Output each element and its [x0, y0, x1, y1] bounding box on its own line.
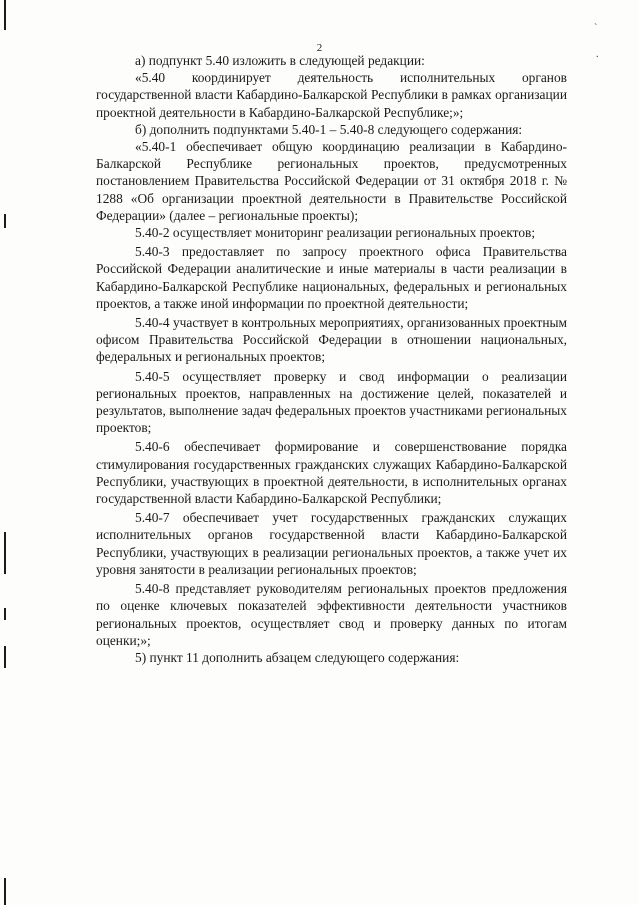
paragraph-point-5: 5) пункт 11 дополнить абзацем следующего содержания:	[135, 649, 460, 665]
paragraph-5-40-7: 5.40-7 обеспечивает учет государственных гражданских служащих исполнительных органов государственной власти Кабардино-Балкарской Республики, участвующих в реализации региональных проектов, а также учет их уровня занятости в реализации региональных проектов;	[96, 510, 567, 577]
paragraph-subpoint-b: б) дополнить подпунктами 5.40-1 – 5.40-8 следующего содержания:	[135, 121, 523, 137]
paragraph-5-40-1: «5.40-1 обеспечивает общую координацию реализации в Кабардино-Балкарской Республике региональных проектов, предусмотренных постановлением Правительства Российской Федерации от 31 октября 2018 г. № 1288 «Об организации проектной деятельности в Правительстве Российской Федерации» (далее – региональные проекты);	[96, 139, 567, 223]
paragraph-5-40-4: 5.40-4 участвует в контрольных мероприятиях, организованных проектным офисом Правительства Российской Федерации в отношении национальных, федеральных и региональных проектов;	[96, 315, 567, 365]
document-body	[96, 52, 567, 666]
scan-edge-mark-bottom	[4, 878, 6, 905]
paragraph-5-40-5: 5.40-5 осуществляет проверку и свод информации о реализации региональных проектов, направленных на достижение целей, показателей и результатов, выполнение задач федеральных проектов участниками региональных проектов;	[96, 368, 567, 436]
paragraph-5-40-6: 5.40-6 обеспечивает формирование и совершенствование порядка стимулирования государственных гражданских служащих Кабардино-Балкарской Республики, участвующих в проектной деятельности, в исполнительных органах государственной власти Кабардино-Балкарской Республики;	[96, 439, 567, 507]
paragraph-5-40-3: 5.40-3 предоставляет по запросу проектного офиса Правительства Российской Федерации аналитические и иные материалы в части реализации в Кабардино-Балкарской Республике национальных, федеральных и региональных проектов, а также иной информации по проектной деятельности;	[96, 244, 567, 311]
paragraph-5-40-8: 5.40-8 представляет руководителям региональных проектов предложения по оценке ключевых показателей эффективности деятельности участников региональных проектов, осуществляет свод и проверку данных по итогам оценки;»;	[96, 581, 567, 648]
paragraph-5-40-2: 5.40-2 осуществляет мониторинг реализации региональных проектов;	[135, 225, 536, 241]
scan-speck-right-upper: .	[596, 49, 599, 60]
paragraph-subpoint-a: а) подпункт 5.40 изложить в следующей редакции:	[135, 53, 425, 68]
scan-speck-right-top: `	[594, 23, 598, 34]
page-number: 2	[316, 42, 323, 54]
paragraph-5-40: «5.40 координирует деятельность исполнительных органов государственной власти Кабардино-Балкарской Республики в рамках организации проектной деятельности в Кабардино-Балкарской Республике;»;	[96, 70, 567, 120]
scan-edge-mark-top	[4, 0, 6, 30]
scan-edge-mark-upper	[4, 214, 6, 228]
scan-edge-mark-lower	[4, 608, 6, 620]
scan-edge-mark-middle	[4, 532, 6, 574]
scan-edge-mark-low	[4, 646, 6, 668]
